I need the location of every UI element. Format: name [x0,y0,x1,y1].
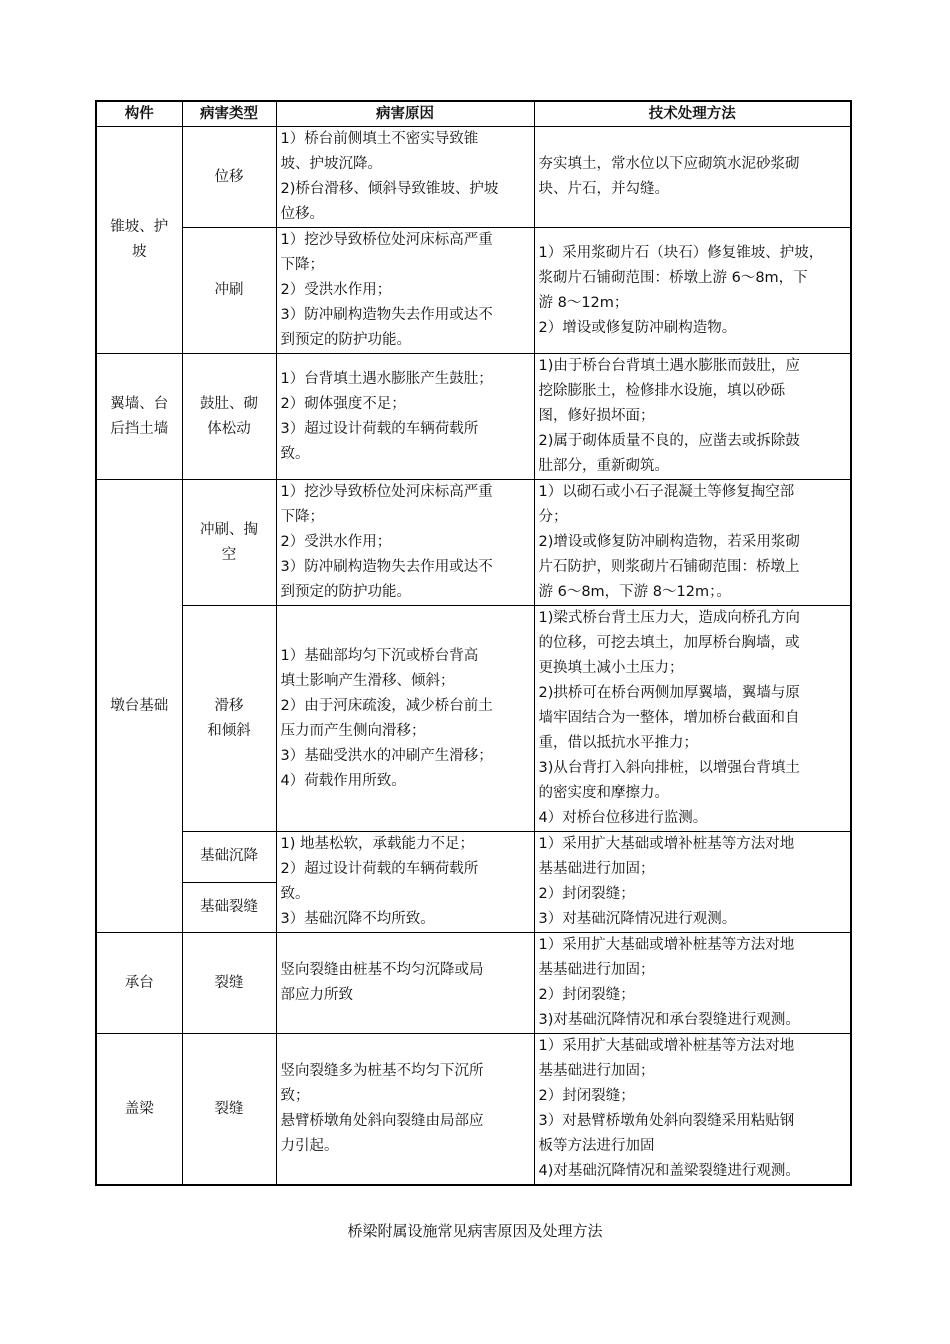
disease-cause-line: 位移。 [280,206,324,222]
table-header [96,101,851,127]
header-component: 构件 [96,101,182,127]
disease-type-line: 裂缝 [214,974,244,991]
treatment-method-line: 3）对悬臂桥墩角处斜向裂缝采用粘贴钢 [538,1113,795,1129]
disease-cause-cell [276,1034,534,1186]
treatment-method-cell [534,354,851,480]
treatment-method-line: 2)增设或修复防冲刷构造物，若采用浆砌 [538,534,800,550]
treatment-method-line: 挖除膨胀土，检修排水设施，填以砂砾 [538,383,785,399]
treatment-method-cell [534,1034,851,1186]
treatment-method-line: 1）采用扩大基础或增补桩基等方法对地 [538,836,795,852]
table-row [96,933,851,1034]
component-line: 坡 [132,244,147,260]
table-row [96,228,851,354]
disease-type-line: 空 [221,546,237,563]
table-row [96,832,851,883]
header-row [96,101,851,127]
disease-cause-cell [276,832,534,933]
header-disease-type: 病害类型 [182,101,276,127]
treatment-method-cell [534,228,851,354]
table-row [96,480,851,606]
treatment-method-cell [534,127,851,228]
treatment-method-line: 更换填土减小土压力； [538,660,684,676]
component-line: 翼墙、台 [110,395,169,412]
disease-cause-line: 3）基础沉降不均所致。 [280,911,435,927]
treatment-method-line: 1）采用扩大基础或增补桩基等方法对地 [538,937,795,953]
disease-cause-line: 坡、护坡沉降。 [280,156,382,172]
disease-cause-line: 悬臂桥墩角处斜向裂缝由局部应 [280,1113,484,1129]
treatment-method-line: 1）采用扩大基础或增补桩基等方法对地 [538,1038,795,1054]
disease-type-line: 位移 [214,168,244,185]
table-row [96,1034,851,1186]
treatment-method-line: 的位移，可挖去填土，加厚桥台胸墙，或 [538,635,800,651]
disease-type-line: 和倾斜 [207,722,251,739]
disease-type-line: 鼓肚、砌 [200,395,258,412]
table-body [96,127,851,1186]
component-cell [96,480,182,933]
treatment-method-line: 游 6～8m，下游 8～12m；。 [538,584,731,600]
component-line: 盖梁 [124,1100,154,1117]
disease-cause-line: 2）受洪水作用； [280,534,392,550]
treatment-method-line: 基基础进行加固； [538,962,655,978]
treatment-method-cell [534,606,851,832]
component-cell [96,354,182,480]
disease-cause-cell [276,127,534,228]
treatment-method-line: 3）对基础沉降情况进行观测。 [538,911,737,927]
disease-type-cell [182,832,276,883]
table-row [96,127,851,228]
component-line: 墩台基础 [110,697,169,714]
disease-cause-cell [276,228,534,354]
disease-cause-cell [276,933,534,1034]
disease-type-line: 体松动 [207,420,251,437]
table-row [96,606,851,832]
treatment-method-line: 1）采用浆砌片石（块石）修复锥坡、护坡， [538,244,824,261]
component-cell [96,1034,182,1186]
disease-cause-line: 1）挖沙导致桥位处河床标高严重 [280,484,493,500]
disease-type-cell [182,354,276,480]
treatment-method-line: 肚部分，重新砌筑。 [538,458,669,474]
disease-type-cell [182,1034,276,1186]
disease-cause-line: 致； [280,1088,310,1104]
disease-type-line: 冲刷 [214,282,244,298]
treatment-method-line: 浆砌片石铺砌范围：桥墩上游 6～8m，下 [538,269,808,286]
treatment-method-line: 重，借以抵抗水平推力； [538,735,698,751]
disease-type-line: 裂缝 [214,1100,244,1117]
disease-type-line: 基础沉降 [200,848,258,865]
disease-cause-line: 3）防冲刷构造物失去作用或达不 [280,307,493,323]
treatment-method-line: 图，修好损坏面； [538,408,655,424]
disease-type-line: 基础裂缝 [200,898,258,915]
treatment-method-line: 2）封闭裂缝； [538,987,635,1003]
disease-cause-line: 2）超过设计荷载的车辆荷载所 [280,861,479,877]
disease-cause-line: 2）受洪水作用； [280,282,392,298]
disease-cause-line: 填土影响产生滑移、倾斜； [280,672,455,689]
treatment-method-line: 4）对桥台位移进行监测。 [538,810,708,826]
disease-type-line: 冲刷、掏 [200,521,258,538]
treatment-method-line: 2)属于砌体质量不良的，应凿去或拆除鼓 [538,433,800,449]
disease-cause-line: 下降； [280,257,324,273]
disease-cause-cell [276,354,534,480]
disease-cause-line: 1）挖沙导致桥位处河床标高严重 [280,232,493,248]
disease-cause-line: 致。 [280,445,310,462]
treatment-method-line: 片石防护，则浆砌片石铺砌范围：桥墩上 [538,559,800,575]
disease-cause-line: 3）超过设计荷载的车辆荷载所 [280,420,479,437]
disease-cause-line: 2）由于河床疏浚，减少桥台前土 [280,697,493,714]
treatment-method-cell [534,933,851,1034]
treatment-method-line: 1)由于桥台台背填土遇水膨胀而鼓肚，应 [538,358,800,374]
disease-type-cell [182,228,276,354]
treatment-method-line: 3)对基础沉降情况和承台裂缝进行观测。 [538,1012,800,1028]
treatment-method-line: 1）以砌石或小石子混凝土等修复掏空部 [538,484,795,500]
table-caption: 桥梁附属设施常见病害原因及处理方法 [347,1222,603,1240]
disease-type-cell [182,882,276,933]
treatment-method-cell [534,832,851,933]
treatment-method-line: 块、片石，并勾缝。 [538,181,669,197]
treatment-method-line: 2）封闭裂缝； [538,886,635,902]
component-line: 承台 [124,974,154,991]
disease-cause-line: 部应力所致 [280,987,353,1003]
disease-cause-line: 4）荷载作用所致。 [280,772,406,789]
disease-cause-line: 1）台背填土遇水膨胀产生鼓肚； [280,370,493,387]
treatment-method-line: 夯实填土，常水位以下应砌筑水泥砂浆砌 [538,156,800,172]
treatment-method-line: 板等方法进行加固 [538,1138,655,1154]
disease-cause-line: 1）桥台前侧填土不密实导致锥 [280,131,479,147]
table-row [96,354,851,480]
treatment-method-line: 3)从台背打入斜向排桩，以增强台背填土 [538,760,800,776]
disease-cause-line: 2）砌体强度不足； [280,395,406,412]
disease-cause-line: 下降； [280,509,324,525]
disease-cause-line: 1）基础部均匀下沉或桥台背高 [280,647,479,664]
disease-cause-line: 竖向裂缝多为桩基不均匀下沉所 [280,1063,484,1079]
disease-table [95,100,852,1186]
component-line: 后挡土墙 [110,420,169,437]
disease-type-cell [182,933,276,1034]
disease-cause-cell [276,606,534,832]
treatment-method-cell [534,480,851,606]
treatment-method-line: 墙牢固结合为一整体，增加桥台截面和自 [538,710,800,726]
treatment-method-line: 的密实度和摩擦力。 [538,785,669,801]
disease-cause-line: 到预定的防护功能。 [280,332,411,348]
component-line: 锥坡、护 [110,219,169,235]
treatment-method-line: 2）封闭裂缝； [538,1088,635,1104]
treatment-method-line: 2）增设或修复防冲刷构造物。 [538,319,737,336]
disease-cause-line: 3）防冲刷构造物失去作用或达不 [280,559,493,575]
treatment-method-line: 游 8～12m； [538,294,629,311]
disease-cause-line: 3）基础受洪水的冲刷产生滑移； [280,747,493,764]
header-treatment-method: 技术处理方法 [534,101,851,127]
disease-cause-line: 竖向裂缝由桩基不均匀沉降或局 [280,962,484,978]
treatment-method-line: 2)拱桥可在桥台两侧加厚翼墙，翼墙与原 [538,685,800,701]
disease-type-cell [182,127,276,228]
disease-cause-line: 致。 [280,886,310,902]
disease-type-line: 滑移 [214,697,244,714]
component-cell [96,127,182,354]
treatment-method-line: 1)梁式桥台背土压力大，造成向桥孔方向 [538,610,800,626]
disease-type-cell [182,480,276,606]
disease-type-cell [182,606,276,832]
disease-cause-line: 力引起。 [280,1138,339,1154]
disease-cause-line: 1) 地基松软，承载能力不足； [280,836,474,852]
header-disease-cause: 病害原因 [276,101,534,127]
disease-cause-line: 压力而产生侧向滑移； [280,722,426,739]
disease-cause-line: 到预定的防护功能。 [280,584,411,600]
treatment-method-line: 分； [538,509,568,525]
treatment-method-line: 4)对基础沉降情况和盖梁裂缝进行观测。 [538,1163,800,1179]
treatment-method-line: 基基础进行加固； [538,861,655,877]
disease-cause-cell [276,480,534,606]
component-cell [96,933,182,1034]
treatment-method-line: 基基础进行加固； [538,1063,655,1079]
disease-cause-line: 2)桥台滑移、倾斜导致锥坡、护坡 [280,181,499,197]
